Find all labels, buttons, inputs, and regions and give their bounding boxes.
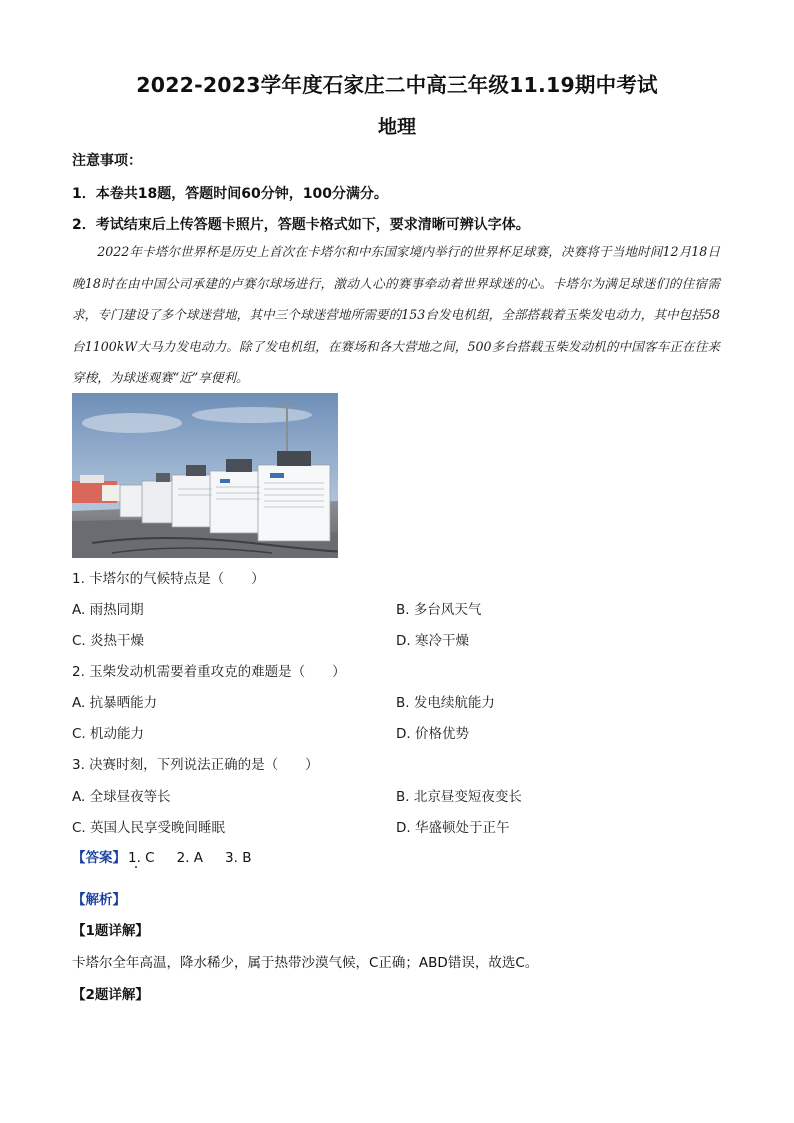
answer-item: 2. A xyxy=(176,850,204,866)
answer-item: 3. B xyxy=(225,850,252,866)
answer-tag: 【答案】 xyxy=(72,850,126,866)
decorative-dot xyxy=(135,866,137,868)
generator-photo xyxy=(72,393,338,558)
reading-passage: 2022年卡塔尔世界杯是历史上首次在卡塔尔和中东国家境内举行的世界杯足球赛，决赛将于当地时间12月18日晚18时在由中国公司承建的卢赛尔球场进行，激动人心的赛事牵动着世界球迷的心。卡塔尔为满足球迷们的住宿需求，专门建设了多个球迷营地，其中三个球迷营地所需要的153台发电机组，全部搭载着玉柴发电动力，其中包括58台1100kW大马力发电动力。除了发电机组，在赛场和各大营地之间，500多台搭载玉柴发动机的中国客车正在往来穿梭，为球迷观赛“近”享便利。 xyxy=(72,244,720,385)
question-stem: 3. 决赛时刻，下列说法正确的是（ ） xyxy=(72,757,319,773)
option-a: A. 抗暴晒能力 xyxy=(72,695,158,711)
detail-heading: 【2题详解】 xyxy=(72,987,149,1003)
question-stem: 1. 卡塔尔的气候特点是（ ） xyxy=(72,571,265,587)
option-b: B. 发电续航能力 xyxy=(396,695,495,711)
option-b: B. 北京昼变短夜变长 xyxy=(396,789,522,805)
notice-line: 2．考试结束后上传答题卡照片，答题卡格式如下，要求清晰可辨认字体。 xyxy=(72,217,530,233)
option-a: A. 全球昼夜等长 xyxy=(72,789,171,805)
subject-title: 地理 xyxy=(377,116,416,138)
option-c: C. 英国人民享受晚间睡眠 xyxy=(72,820,226,836)
option-d: D. 华盛顿处于正午 xyxy=(396,820,510,836)
option-c: C. 炎热干燥 xyxy=(72,633,145,649)
answer-line xyxy=(72,846,251,866)
notice-heading: 注意事项： xyxy=(72,153,142,169)
option-c: C. 机动能力 xyxy=(72,726,145,742)
exam-title: 2022-2023学年度石家庄二中高三年级11.19期中考试 xyxy=(136,73,658,97)
answer-item: 1. C xyxy=(128,850,155,866)
option-a: A. 雨热同期 xyxy=(72,602,144,618)
analysis-heading: 【解析】 xyxy=(72,892,126,908)
option-b: B. 多台风天气 xyxy=(396,602,482,618)
notice-line: 1．本卷共18题，答题时间60分钟，100分满分。 xyxy=(72,186,388,202)
option-d: D. 价格优势 xyxy=(396,726,469,742)
detail-heading: 【1题详解】 xyxy=(72,923,149,939)
option-d: D. 寒冷干燥 xyxy=(396,633,469,649)
question-stem: 2. 玉柴发动机需要着重攻克的难题是（ ） xyxy=(72,664,346,680)
detail-text: 卡塔尔全年高温，降水稀少，属于热带沙漠气候，C正确；ABD错误，故选C。 xyxy=(72,955,539,971)
